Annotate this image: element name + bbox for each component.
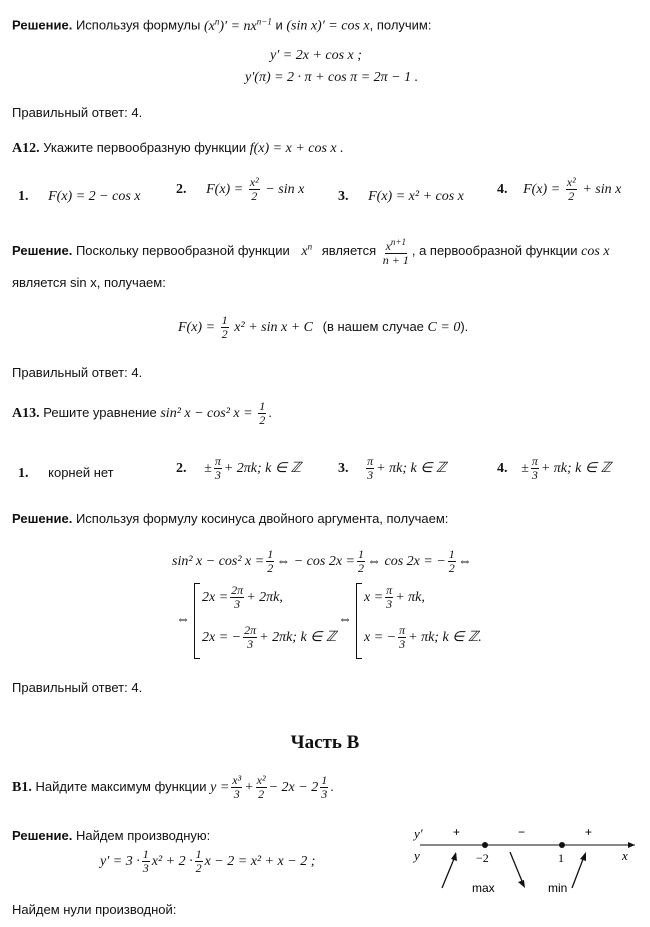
sign-minus: − (518, 825, 526, 839)
point-label-minus-2: −2 (476, 851, 489, 865)
a13-option-1: 1. корней нет (18, 465, 114, 481)
answer-3: Правильный ответ: 4. (12, 680, 143, 695)
tail-text: , получим: (369, 17, 432, 33)
point-1 (559, 842, 565, 848)
a12-option-3: 3. F(x) = x² + cos x (338, 189, 464, 204)
a12-antiderivative-eq: F(x) = $\frac{1}{2}$ x² + sin x + C (в нашем случае C = 0). (178, 313, 469, 341)
eq-value-pi: y′(π) = 2 · π + cos π = 2π − 1 . (245, 70, 419, 85)
x-label: x (622, 848, 628, 863)
answer-1: Правильный ответ: 4. (12, 105, 143, 120)
equiv-arrow-2: ⇔ (338, 612, 352, 627)
system1-row2: 2x = − $\frac{2\pi}{3}$ + 2πk; k ∈ ℤ (202, 623, 337, 651)
a13-option-3: 3. $\frac{\pi}{3}$ + πk; k ∈ ℤ (338, 454, 447, 482)
axis-arrowhead (628, 842, 635, 848)
a13-question: A13. Решите уравнение sin² x − cos² x = $\frac{1}{2}$ . (12, 399, 272, 427)
solution-label: Решение. (12, 17, 73, 33)
min-label: min (548, 881, 568, 895)
system2-row1: x = $\frac{\pi}{3}$ + πk, (364, 583, 425, 611)
formula-power: $(x^n)' = nx^{n-1}$ (203, 16, 272, 34)
increase-arrowhead-1 (451, 852, 457, 861)
and-text: и (275, 17, 283, 33)
system-brace-1 (194, 583, 200, 659)
yprime-label: y′ (414, 826, 423, 841)
answer-2: Правильный ответ: 4. (12, 365, 143, 380)
y-label: y (414, 848, 420, 863)
eq-derivative: y′ = 2x + cos x ; (270, 48, 362, 63)
decrease-arrowhead (518, 880, 525, 888)
sign-diagram (400, 822, 640, 902)
point-minus-2 (482, 842, 488, 848)
system-brace-2 (356, 583, 362, 659)
point-label-1: 1 (558, 851, 564, 865)
a13-equation-chain: sin² x − cos² x = $\frac{1}{2}$ ⇔ − cos 2x = $\frac{1}{2}$ ⇔ cos 2x = − $\frac{1}{2}$ ⇔ (172, 547, 472, 575)
a12-solution-line2: является sin x, получаем: (12, 275, 166, 290)
system2-row2: x = − $\frac{\pi}{3}$ + πk; k ∈ ℤ. (364, 623, 482, 651)
max-label: max (472, 881, 495, 895)
block1-line (12, 13, 432, 35)
a12-label: A12. (12, 141, 40, 156)
a12-question-text: Укажите первообразную функции (43, 140, 247, 155)
a13-solution-intro: Решение. Используя формулу косинуса двойного аргумента, получаем: (12, 511, 449, 526)
b1-solution-intro: Решение. Найдем производную: (12, 828, 211, 843)
b1-question: B1. Найдите максимум функции y = $\frac{\text{x³}}{3}$ + $\frac{\text{x²}}{2}$ − 2x − 2 $\frac{1}{3}$ . (12, 773, 334, 801)
a12-question (12, 140, 344, 157)
system1-row1: 2x = $\frac{2\pi}{3}$ + 2πk, (202, 583, 283, 611)
intro-text: Используя формулы (75, 17, 201, 33)
b1-zeros-text: Найдем нули производной: (12, 902, 177, 917)
equiv-arrow-1: ⇔ (176, 612, 190, 627)
a12-option-4: 4. F(x) = $\frac{\text{x²}}{2}$ + sin x (497, 175, 622, 203)
sign-plus-2: + (585, 825, 593, 839)
increase-arrowhead-2 (580, 852, 586, 861)
a12-solution-line1: Решение. Поскольку первообразной функции $x^n$ является $\frac{x^{n+1}}{n + 1}$ , а первообразной функции cos x (12, 237, 610, 267)
b1-derivative-eq: y′ = 3 · $\frac{1}{3}$ x² + 2 · $\frac{1}{2}$ x − 2 = x² + x − 2 ; (100, 847, 316, 875)
part-b-heading: Часть B (290, 732, 360, 753)
formula-sin: (sin x)′ = cos x (286, 18, 370, 34)
a12-function: f(x) = x + cos x . (249, 141, 344, 156)
sign-plus-1: + (453, 825, 461, 839)
a12-option-2: 2. F(x) = $\frac{\text{x²}}{2}$ − sin x (176, 175, 305, 203)
a12-option-1: 1. F(x) = 2 − cos x (18, 189, 141, 204)
a13-option-2: 2. ± $\frac{\pi}{3}$ + 2πk; k ∈ ℤ (176, 454, 301, 482)
a13-option-4: 4. ± $\frac{\pi}{3}$ + πk; k ∈ ℤ (497, 454, 611, 482)
